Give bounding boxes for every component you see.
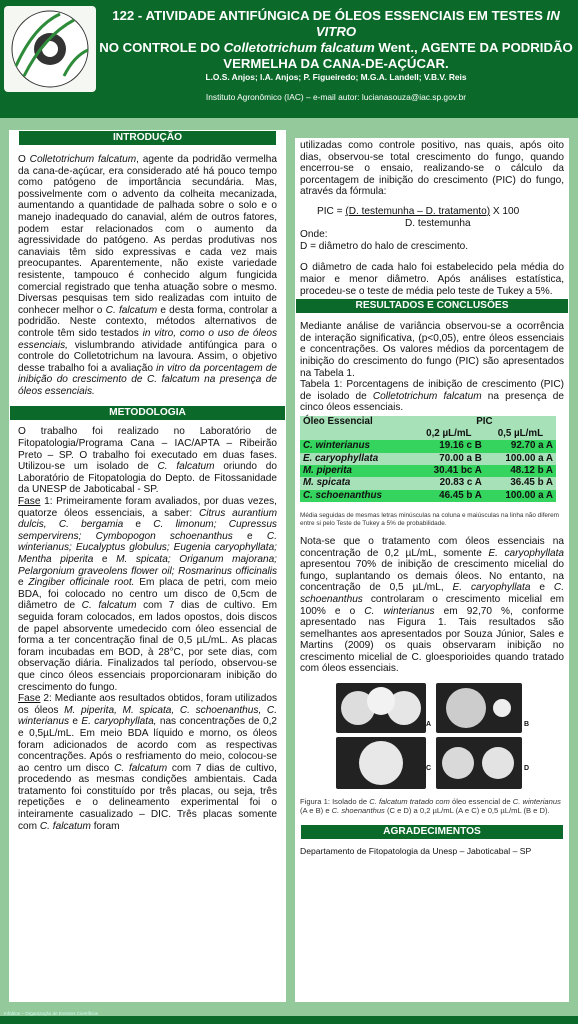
ack-text: Departamento de Fitopatologia da Unesp – Jaboticabal – SP — [300, 845, 532, 856]
figure-caption: Figura 1: Isolado de C. falcatum tratado com óleo essencial de C. winterianus (A e B) e C. shoenanthus (C e D) a 0,2 µL/mL (A e C) e 0,5 µL/mL (B e D). — [300, 797, 561, 816]
poster-footer — [0, 1016, 578, 1024]
photo-c — [336, 737, 426, 789]
right-column — [295, 138, 569, 1002]
table-row: M. spicata 20.83 c A 36.45 b A — [300, 477, 556, 489]
table-header-pic: PIC — [413, 416, 556, 428]
poster-header — [0, 0, 578, 118]
photo-a — [336, 683, 426, 733]
footer-credit: Infoblos – Organização de Eventos Científicos — [4, 1011, 99, 1016]
label-b: B — [524, 721, 530, 729]
figure-photos — [300, 683, 564, 791]
institution: Instituto Agronômico (IAC) – e-mail autor: lucianasouza@iac.sp.gov.br — [205, 92, 467, 102]
results-text: Mediante análise de variância observou-se a ocorrência de interação significativa, (p<0,05), entre óleos essenciais e concentrações. Os valores médios da porcentagem de inibição do crescimento do fungo (PIC) são apresentados na Tabela 1. — [300, 321, 564, 379]
authors: L.O.S. Anjos; I.A. Anjos; P. Figueiredo; M.G.A. Landell; V.B.V. Reis — [205, 72, 467, 82]
method-continued-text: utilizadas como controle positivo, nas quais, após oito dias, observou-se total crescimento do fungo, quando encerrou-se o ensaio, realizando-se o cálculo da porcentagem de inibição do crescimento (PIC) do fungo, através da fórmula: — [300, 140, 564, 198]
table-row: C. winterianus 19.16 c B 92.70 a A — [300, 440, 556, 452]
table-row: M. piperita 30.41 bc A 48.12 b A — [300, 465, 556, 477]
table-row: C. schoenanthus 46.45 b A 100.00 a A — [300, 490, 556, 502]
section-results-title: RESULTADOS E CONCLUSÕES — [295, 298, 569, 314]
page-title: 122 - ATIVIDADE ANTIFÚNGICA DE ÓLEOS ESSENCIAIS EM TESTES IN VITRO NO CONTROLE DO Colletotrichum falcatum Went., AGENTE DA PODRIDÃO VERMELHA DA CANA-DE-AÇÚCAR. — [99, 8, 573, 71]
label-d: D — [524, 765, 530, 773]
halo-text: O diâmetro de cada halo foi estabelecido pela média do maior e menor diâmetro. Após análises estatística, procedeu-se o teste de média pelo teste de Tukey a 5%. — [300, 262, 564, 297]
table-note: Média seguidas de mesmas letras minúsculas na coluna e maiúsculas na linha não diferem entre si pelo Teste de Tukey a 5% de probabilidade. — [300, 511, 559, 527]
discussion-text: Nota-se que o tratamento com óleos essenciais na concentração de 0,2 µL/mL, somente E. caryophyllata apresentou 70% de inibição de crescimento micelial do fungo, suplantando os demais óleos. No entanto, na concentração de 0,5 µL/mL, E. caryophyllata e C. schoenanthus controlaram o crescimento micelial em 100% e o C. winterianus em 92,70 %, conforme apresentado nas Figura 1. Tais resultados são semelhantes aos apresentados por Souza Júnior, Sales e Martins (2009) os quais observaram inibição no crescimento micelial de C. gloesporioides quando tratado com óleos essenciais. — [300, 535, 564, 675]
table-header-c2: 0,5 µL/mL — [485, 428, 556, 440]
left-column — [9, 130, 286, 1002]
onde-definition: D = diâmetro do halo de crescimento. — [300, 240, 469, 252]
intro-text: O Colletotrichum falcatum, agente da podridão vermelha da cana-de-açúcar, era considerado até há pouco tempo como patógeno de importância secundária. Mas, possivelmente com o advento da colheita mecanizada, aumentando a quantidade de palhada sobre o solo e o manejo inadequado do canavial, além de outros fatores, podem estar relacionados com o aumento da agressividade do patógeno. As perdas produtivas nos canaviais têm sido expressivas e cada vez mais preocupantes. Aparentemente, não existe variedade resistente, tampouco é conhecido algum fungicida comercial registrado que tenha atuação sobre o mesmo. Diversas pesquisas tem sido realizadas com intuito de conhecer melhor o C. falcatum e desta forma, controlar a podridão. Neste contexto, métodos alternativos de controle têm sido testados in vitro, como o uso de óleos essenciais, vislumbrando atividade antifúngica para o controle do Colletotrichum na lavoura. Assim, o objetivo desse trabalho foi a avaliação in vitro da porcentagem de inibição do crescimento de C. falcatum na presença de óleos essenciais. — [18, 154, 278, 397]
logo-image — [4, 6, 96, 92]
table-header-oil: Óleo Essencial — [300, 416, 413, 428]
section-method-title: METODOLOGIA — [9, 405, 286, 421]
photo-d — [436, 737, 522, 789]
table-header-c1: 0,2 µL/mL — [413, 428, 485, 440]
photo-b — [436, 683, 522, 733]
label-c: C — [426, 765, 432, 773]
label-a: A — [426, 721, 432, 729]
section-ack-title: AGRADECIMENTOS — [300, 824, 564, 840]
pic-formula: PIC = (D. testemunha – D. tratamento) X 100 D. testemunha — [317, 205, 520, 229]
onde-label: Onde: — [300, 229, 328, 241]
method-text: O trabalho foi realizado no Laboratório de Fitopatologia/Programa Cana – IAC/APTA – Ribeirão Preto – SP. O trabalho foi executado em duas fases. Utilizou-se um isolado de C. falcatum oriundo do Laboratório de Fitopatologia do Depto. de Fitossanidade da UNESP de Jaboticabal - SP. Fase 1: Primeiramente foram avaliados, por duas vezes, quatorze óleos essenciais, a saber: Citrus aurantium dulcis, C. bergamia e C. limonum; Cupressus sempervirens; Cymbopogon schoenanthus e C. winterianus; Eucalyptus globulus; Eugenia caryophyllata; Mentha piperita e M. spicata; Origanum majorana; Pelargonium graveolens flower oil; Rosmarinus officinalis e Zingiber officinale root. Em placa de petri, com meio BDA, foi colocado no centro um disco de 0,5cm de diâmetro de C. falcatum com 7 dias de cultivo. Em seguida foram colocados, em lados opostos, dois discos de papel absorvente umedecido com óleo essencial de forma a ter concentração final de 0,5 µL/mL. As placas foram incubadas em BOD, à 28°C, por sete dias, com observação diária. Finalizados tal período, observou-se que cinco óleos essenciais proporcionaram inibição do crescimento do fungo. Fase 2: Mediante aos resultados obtidos, foram utilizados os óleos M. piperita, M. spicata, C. schoenanthus, C. winterianus e E. caryophyllata, nas concentrações de 0,2 e 0,5µL/mL. Em meio BDA líquido e morno, os óleos foram adicionados de acordo com as respectivas concentrações. Após o resfriamento do meio, colocou-se ao centro um disco C. falcatum com 7 dias de cultivo, procedendo as mesmas condições ambientais. Cada tratamento foi constituído por três placas, ou seja, três repetições e o delineamento experimental foi o inteiramente casualizado – DIC. Três placas somente com C. falcatum foram — [18, 426, 278, 832]
results-table — [300, 416, 556, 502]
section-intro-title: INTRODUÇÃO — [18, 130, 277, 146]
table-caption: Tabela 1: Porcentagens de inibição de crescimento (PIC) de isolado de Colletotrichum falcatum na presença de cinco óleos essenciais. — [300, 379, 564, 414]
table-row: E. caryophyllata 70.00 a B 100.00 a A — [300, 453, 556, 465]
